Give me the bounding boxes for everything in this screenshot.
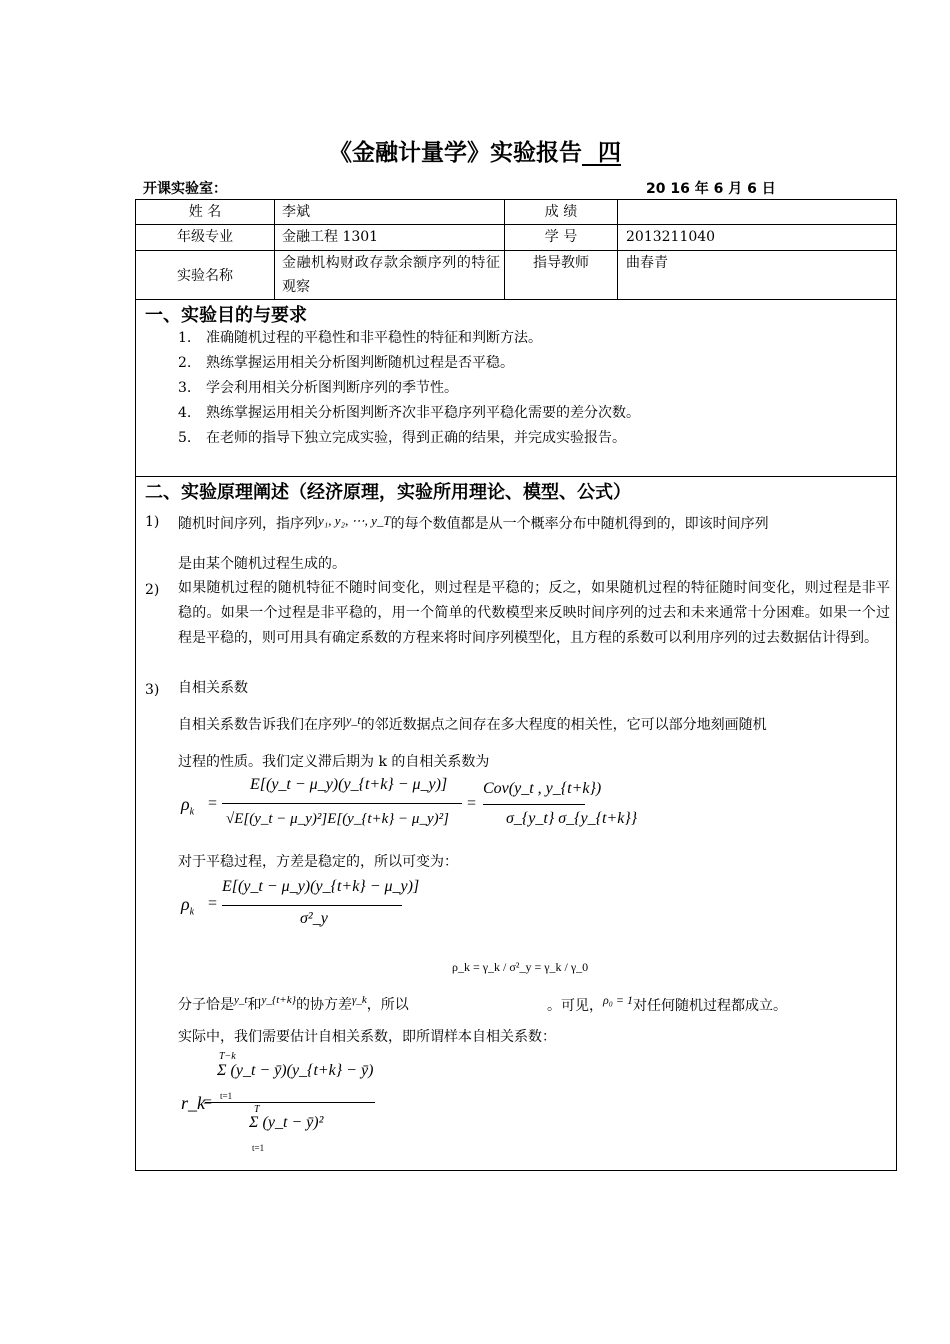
paragraph-2: 如果随机过程的随机特征不随时间变化，则过程是平稳的；反之，如果随机过程的特征随时间变化，则过程是非平稳的。如果一个过程是非平稳的，用一个简单的代数模型来反映时间序列的过去和未来通常十分困难。如果一个过程是平稳的，则可用具有确定系数的方程来将时间序列模型化，且方程的系数可以利用序列的过去数据估计得到。 <box>178 580 890 646</box>
objective-num: 4. <box>178 405 192 421</box>
name-value: 李斌 <box>282 204 310 220</box>
formula-1-denominator-2: σ_{y_t} σ_{y_{t+k}} <box>506 810 638 827</box>
paragraph-1-cont: 是由某个随机过程生成的。 <box>178 556 346 572</box>
section1-heading: 一、实验目的与要求 <box>145 305 307 326</box>
table-col-divider <box>274 199 275 299</box>
formula-4-denominator: Σ (y_t − ȳ)² <box>249 1114 324 1131</box>
formula-4-lhs: r_k <box>181 1093 205 1113</box>
covariance-text-2: 。可见，ρ₀ = 1对任何随机过程都成立。 <box>547 993 788 1014</box>
formula-4-numerator: Σ (y_t − ȳ)(y_{t+k} − ȳ) <box>217 1062 374 1079</box>
sum-lower-limit: t=1 <box>252 1143 265 1153</box>
equals-sign: = <box>208 895 218 912</box>
fraction-bar <box>205 1102 375 1103</box>
sum-upper-limit: T−k <box>219 1051 236 1062</box>
fraction-bar <box>222 803 462 804</box>
equals-sign: = <box>203 1094 213 1111</box>
major-label: 年级专业 <box>177 229 233 245</box>
paragraph-3-title: 自相关系数 <box>178 680 248 696</box>
report-date: 20 16 年 6 月 6 日 <box>646 181 776 197</box>
experiment-value: 金融机构财政存款余额序列的特征观察 <box>282 255 500 295</box>
formula-1-numerator-2: Cov(y_t , y_{t+k}) <box>483 780 602 797</box>
objective-num: 5. <box>178 430 192 446</box>
major-value: 金融工程 1301 <box>282 229 379 245</box>
title-number: 四 <box>598 140 621 166</box>
table-col-divider <box>617 199 618 299</box>
teacher-label: 指导教师 <box>533 255 589 271</box>
equals-sign: = <box>208 795 218 812</box>
para-num: 2) <box>145 582 160 598</box>
section-divider <box>135 476 897 477</box>
name-label: 姓 名 <box>188 204 222 220</box>
equals-sign: = <box>467 795 477 812</box>
experiment-label: 实验名称 <box>177 268 233 284</box>
para-num: 3) <box>145 682 160 698</box>
formula-2-lhs: $\rho_k$ <box>181 894 195 918</box>
sum-lower-limit: t=1 <box>220 1091 233 1101</box>
fraction-bar <box>222 905 402 906</box>
objective-item: 学会利用相关分析图判断序列的季节性。 <box>206 380 458 396</box>
lab-label: 开课实验室： <box>143 181 227 197</box>
fraction-bar <box>483 804 585 805</box>
score-label: 成 绩 <box>544 204 578 220</box>
formula-2-numerator: E[(y_t − μ_y)(y_{t+k} − μ_y)] <box>222 878 420 895</box>
objective-num: 2. <box>178 355 192 371</box>
para-num: 1) <box>145 514 160 530</box>
teacher-value: 曲春青 <box>626 255 668 271</box>
title-main: 《金融计量学》实验报告 <box>328 140 582 166</box>
page-title <box>0 134 950 167</box>
objective-item: 熟练掌握运用相关分析图判断齐次非平稳序列平稳化需要的差分次数。 <box>206 405 640 421</box>
covariance-text: 分子恰是$^{y\_t}$和$^{y\_\{t+k\}}$的协方差$^{\gamma\_k}$，所以 <box>178 994 409 1013</box>
formula-2-denominator: σ²_y <box>300 910 328 927</box>
paragraph-3: 自相关系数告诉我们在序列y_t的邻近数据点之间存在多大程度的相关性，它可以部分地刻画随机 <box>178 713 767 733</box>
paragraph-1: 随机时间序列，指序列y₁, y₂, ⋯, y_T的每个数值都是从一个概率分布中随机得到的，即该时间序列 <box>178 513 769 532</box>
objective-item: 熟练掌握运用相关分析图判断随机过程是否平稳。 <box>206 355 514 371</box>
student-id-label: 学 号 <box>544 229 578 245</box>
objective-item: 在老师的指导下独立完成实验，得到正确的结果，并完成实验报告。 <box>206 430 626 446</box>
objective-item: 准确随机过程的平稳性和非平稳性的特征和判断方法。 <box>206 330 542 346</box>
paragraph-3-cont: 过程的性质。我们定义滞后期为 k 的自相关系数为 <box>178 754 490 770</box>
formula-1-numerator: E[(y_t − μ_y)(y_{t+k} − μ_y)] <box>250 776 448 793</box>
stationary-text: 对于平稳过程，方差是稳定的，所以可变为： <box>178 854 458 870</box>
formula-1-lhs: $\rho_k$ <box>181 794 195 818</box>
sequence-notation: y₁, y₂, ⋯, y_T <box>318 513 391 528</box>
formula-1-denominator: √E[(y_t − μ_y)²]E[(y_{t+k} − μ_y)²] <box>226 811 449 827</box>
table-divider <box>135 299 897 300</box>
student-id-value: 2013211040 <box>626 229 716 245</box>
section2-heading: 二、实验原理阐述（经济原理，实验所用理论、模型、公式） <box>145 482 631 503</box>
sum-upper-limit: T <box>254 1104 260 1115</box>
sample-text: 实际中，我们需要估计自相关系数，即所谓样本自相关系数： <box>178 1029 556 1045</box>
objective-num: 3. <box>178 380 192 396</box>
formula-3-rho: ρ_k = γ_k / σ²_y = γ_k / γ_0 <box>452 960 589 974</box>
objective-num: 1. <box>178 330 192 346</box>
